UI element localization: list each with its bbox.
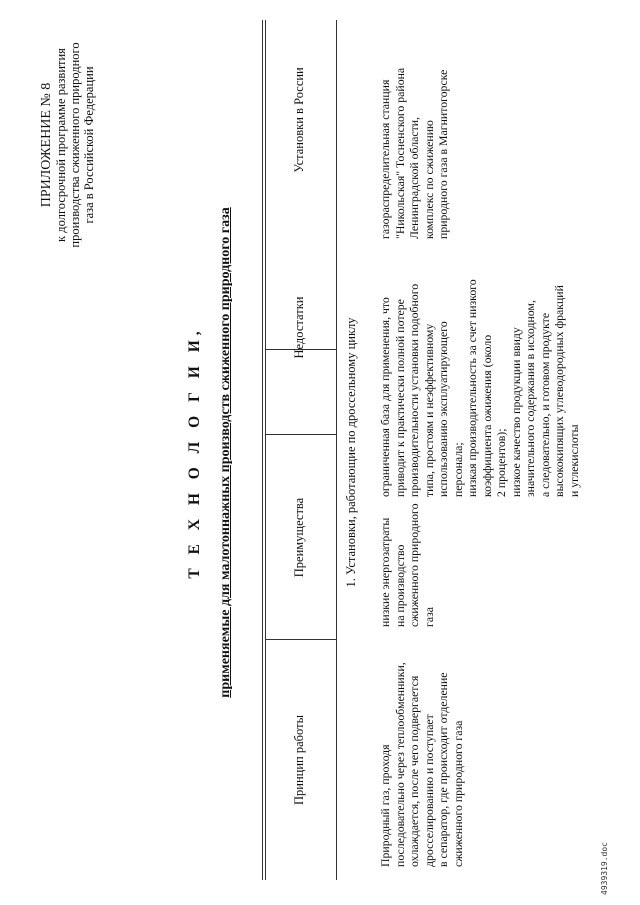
cell-line: низкие энергозатраты: [378, 517, 392, 627]
section-heading: 1. Установки, работающие по дроссельному циклу: [344, 317, 358, 588]
cell-line: использованию эксплуатирующего: [436, 321, 450, 497]
cell-line: в сепаратор, где происходит отделение: [436, 672, 450, 867]
appendix-block: [40, 35, 96, 255]
cell-line: сжиженного природного газа: [450, 720, 465, 867]
cell-line: Природный газ, проходя: [378, 744, 392, 867]
cell-line: ограниченная база для применения, что: [378, 297, 392, 497]
cell-line: природного газа в Магнитогорске: [436, 69, 450, 239]
cell-line: охлаждается, после чего подвергается: [407, 675, 421, 867]
appendix-line: к долгосрочной программе развития: [54, 48, 68, 242]
cell-disadvantages: [378, 232, 581, 497]
cell-line: 2 процентов);: [494, 428, 508, 497]
cell-line: персонала;: [450, 442, 465, 497]
cell-line: газа: [421, 607, 436, 627]
cell-line: газораспределительная станция: [378, 79, 392, 239]
column-header-principle: Принцип работы: [291, 715, 306, 805]
cell-line: а следовательно, и готовом продукте: [537, 312, 552, 497]
cell-line: "Никольская" Тосненского района: [392, 67, 407, 239]
cell-line: низкое качество продукции ввиду: [508, 327, 523, 497]
table-header-bottom-border: [336, 20, 337, 880]
document-title: Т Е Х Н О Л О Г И И,: [186, 326, 203, 579]
column-header-advantages: Преимущества: [291, 497, 306, 578]
cell-line: низкая производительность за счет низкого: [465, 279, 479, 497]
appendix-line: производства сжиженного природного: [68, 42, 82, 248]
cell-line: высококипящих углеводородных фракций: [552, 285, 566, 497]
file-name-footer: 4939319.doc: [600, 842, 609, 895]
cell-line: дросселированию и поступает: [421, 714, 436, 867]
cell-line: приводит к практически полной потере: [392, 299, 407, 497]
document-subtitle: применяемые для малотоннажных производств сжиженного природного газа: [218, 207, 233, 698]
cell-line: значительного содержания в исходном,: [523, 300, 537, 497]
cell-installations: [378, 9, 451, 239]
cell-line: сжиженного природного: [407, 503, 421, 627]
cell-line: последовательно через теплообменники,: [392, 662, 407, 867]
appendix-line: газа в Российской Федерации: [82, 66, 96, 224]
column-header-installations: Установки в России: [291, 67, 306, 173]
appendix-heading: ПРИЛОЖЕНИЕ № 8: [39, 82, 54, 208]
cell-line: Ленинградской области,: [407, 117, 421, 239]
cell-line: производительности установки подобного: [407, 283, 421, 497]
cell-line: типа, простоям и неэффективному: [421, 323, 436, 497]
cell-line: комплекс по сжижению: [421, 120, 436, 239]
cell-principle: [378, 637, 465, 867]
cell-line: коэффициента ожижения (около: [479, 334, 494, 497]
column-header-disadvantages: Недостатки: [291, 296, 306, 359]
cell-line: и углекислоты: [566, 424, 581, 497]
table-top-border: [262, 20, 263, 880]
cell-line: на производство: [392, 544, 407, 627]
